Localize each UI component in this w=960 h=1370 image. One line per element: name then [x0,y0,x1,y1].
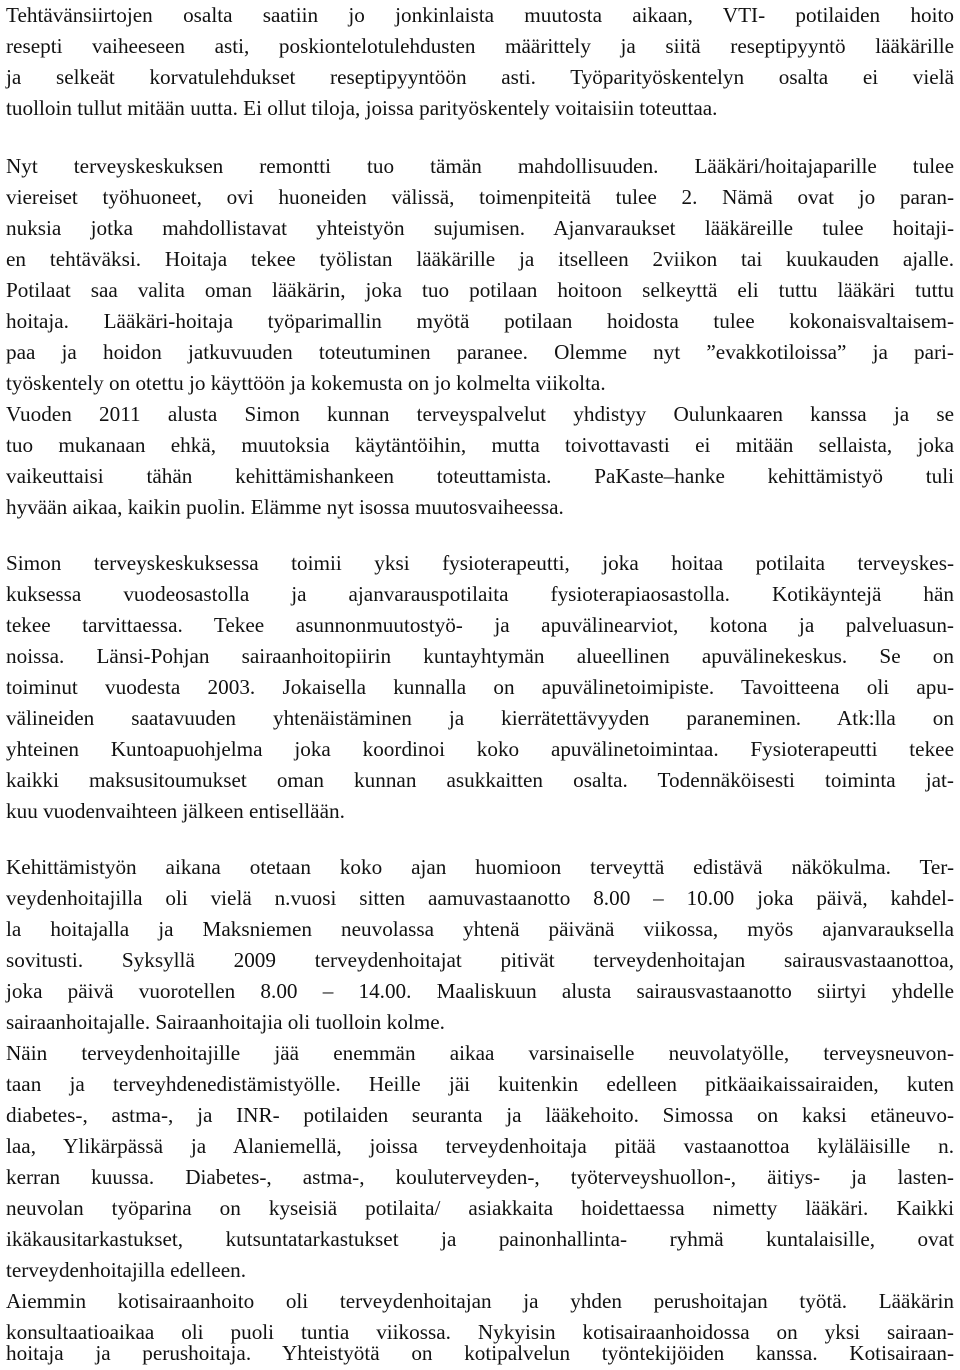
text-line: Tehtävänsiirtojen osalta saatiin jo jonkinlaista muutosta aikaan, VTI- potilaiden hoito [6,3,954,27]
text-line: konsultaatioaikaa oli puoli tuntia viikossa. Nykyisin kotisairaanhoidossa on yksi sairaan- [6,1320,954,1344]
text-line: laa, Ylikärpässä ja Alaniemellä, joissa terveydenhoitaja pitää vastaanottoa kyläläisille n. [6,1134,954,1158]
text-line: tuolloin tullut mitään uutta. Ei ollut tiloja, joissa parityöskentely voitaisiin toteuttaa. [6,96,718,120]
text-line: ikäkausitarkastukset, kutsuntatarkastukset ja painonhallinta- ryhmä kuntalaisille, ovat [6,1227,954,1251]
text-line: kaikki maksusitoumukset oman kunnan asukkaitten osalta. Todennäköisesti toiminta jat- [6,768,954,792]
text-line: yhteinen Kuntoapuohjelma joka koordinoi koko apuvälinetoimintaa. Fysioterapeutti tekee [6,737,954,761]
text-line: Aiemmin kotisairaanhoito oli terveydenhoitajan ja yhden perushoitajan työtä. Lääkärin [6,1289,954,1313]
text-line: tuo mukanaan ehkä, muutoksia käytäntöihin, mutta toivottavasti ei mitään sellaista, joka [6,433,954,457]
text-line: toiminut vuodesta 2003. Jokaisella kunnalla on apuvälinetoimipiste. Tavoitteena oli apu- [6,675,954,699]
text-line: viereiset työhuoneet, ovi huoneiden välissä, toimenpiteitä tulee 2. Nämä ovat jo paran- [6,185,954,209]
text-line: Nyt terveyskeskuksen remontti tuo tämän mahdollisuuden. Lääkäri/hoitajaparille tulee [6,154,954,178]
text-line: hyvään aikaa, kaikin puolin. Elämme nyt isossa muutosvaiheessa. [6,495,564,519]
text-line: työskentely on otettu jo käyttöön ja kokemusta on jo kolmelta viikolta. [6,371,606,395]
text-line: vaikeuttaisi tähän kehittämishankeen toteuttamista. PaKaste–hanke kehittämistyö tuli [6,464,954,488]
text-line: Vuoden 2011 alusta Simon kunnan terveyspalvelut yhdistyy Oulunkaaren kanssa ja se [6,402,954,426]
text-line: kuu vuodenvaihteen jälkeen entisellään. [6,799,345,823]
text-line: Potilaat saa valita oman lääkärin, joka tuo potilaan hoitoon selkeyttä eli tuttu lääkäri tuttu [6,278,954,302]
text-line: noissa. Länsi-Pohjan sairaanhoitopiirin kuntayhtymän alueellinen apuvälinekeskus. Se on [6,644,954,668]
text-line: veydenhoitajilla oli vielä n.vuosi sitten aamuvastaanotto 8.00 – 10.00 joka päivä, kahdel- [6,886,954,910]
text-line: ja selkeät korvatulehdukset reseptipyyntöön asti. Työparityöskentelyn osalta ei vielä [6,65,954,89]
text-line: sovitusti. Syksyllä 2009 terveydenhoitajat pitivät terveydenhoitajan sairausvastaanottoa, [6,948,954,972]
text-line: taan ja terveyhdenedistämistyölle. Heille jäi kuitenkin edelleen pitkäaikaissairaiden, kuten [6,1072,954,1096]
text-line: tekee tarvittaessa. Tekee asunnonmuutostyö- ja apuvälinearviot, kotona ja palveluasun- [6,613,954,637]
text-line: neuvolan työparina on kyseisiä potilaita/ asiakkaita hoidettaessa nimetty lääkäri. Kaikki [6,1196,954,1220]
text-line: en tehtäväksi. Hoitaja tekee työlistan lääkärille ja itselleen 2viikon tai kuukauden ajalle. [6,247,954,271]
text-line: Kehittämistyön aikana otetaan koko ajan huomioon terveyttä edistävä näkökulma. Ter- [6,855,954,879]
text-line: diabetes-, astma-, ja INR- potilaiden seuranta ja lääkehoito. Simossa on kaksi etäneuvo- [6,1103,954,1127]
text-line: välineiden saatavuuden yhtenäistäminen ja kierrätettävyyden paraneminen. Atk:lla on [6,706,954,730]
text-line: sairaanhoitajalle. Sairaanhoitajia oli tuolloin kolme. [6,1010,445,1034]
text-line: resepti vaiheeseen asti, poskiontelotulehdusten määrittely ja siitä reseptipyyntö lääkärille [6,34,954,58]
text-line: kerran kuussa. Diabetes-, astma-, kouluterveyden-, työterveyshuollon-, äitiys- ja lasten- [6,1165,954,1189]
text-line: la hoitajalla ja Maksniemen neuvolassa yhtenä päivänä viikossa, myös ajanvarauksella [6,917,954,941]
text-line: hoitaja. Lääkäri-hoitaja työparimallin myötä potilaan hoidosta tulee kokonaisvaltaisem- [6,309,954,333]
text-line: terveydenhoitajilla edelleen. [6,1258,247,1282]
text-line: joka päivä vuorotellen 8.00 – 14.00. Maaliskuun alusta sairausvastaanotto siirtyi yhdelle [6,979,954,1003]
text-line: Näin terveydenhoitajille jää enemmän aikaa varsinaiselle neuvolatyölle, terveysneuvon- [6,1041,954,1065]
text-line: paa ja hoidon jatkuvuuden toteutuminen paranee. Olemme nyt ”evakkotiloissa” ja pari- [6,340,954,364]
text-line: Simon terveyskeskuksessa toimii yksi fysioterapeutti, joka hoitaa potilaita terveyskes- [6,551,954,575]
text-line: nuksia jotka mahdollistavat yhteistyön sujumisen. Ajanvaraukset lääkäreille tulee hoitaji- [6,216,954,240]
text-line: kuksessa vuodeosastolla ja ajanvarauspotilaita fysioterapiaosastolla. Kotikäyntejä hän [6,582,954,606]
text-line: hoitaja ja perushoitaja. Yhteistyötä on kotipalvelun työntekijöiden kanssa. Kotisairaan- [6,1341,954,1365]
